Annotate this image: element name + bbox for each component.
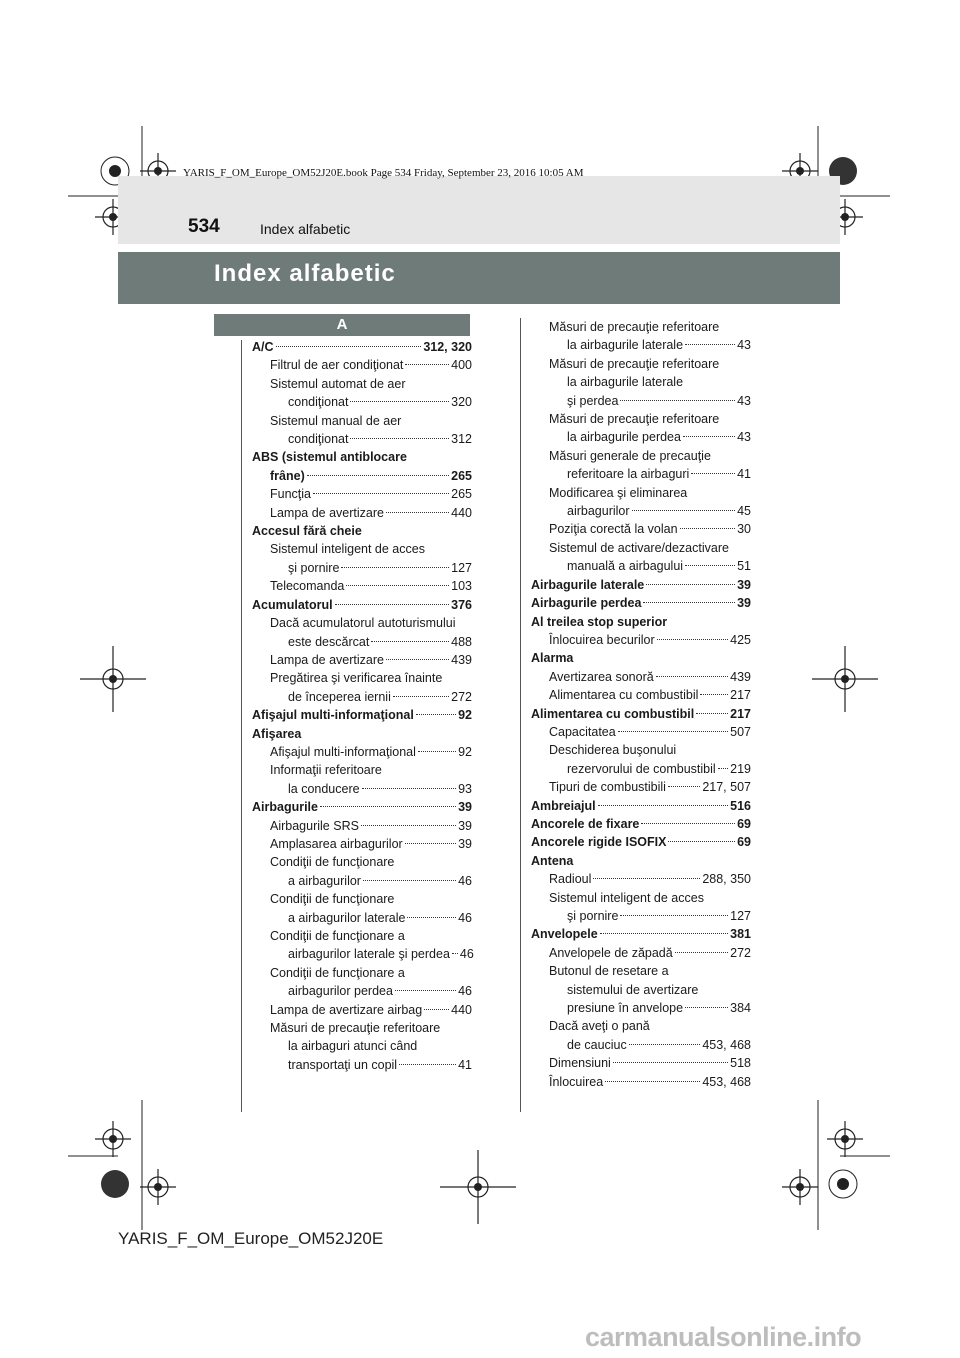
index-entry-text: Dacă aveţi o pană xyxy=(549,1019,650,1034)
index-entry-text: Alarma xyxy=(531,651,574,666)
leader-dots xyxy=(668,841,735,842)
index-entry-main xyxy=(252,448,472,485)
leader-dots xyxy=(675,952,728,953)
index-page-ref: 39 xyxy=(458,800,472,815)
index-entry-text: sistemului de avertizare xyxy=(567,982,699,997)
middle-divider xyxy=(520,318,521,1112)
leader-dots xyxy=(685,565,735,566)
index-entry-text: Dacă acumulatorul autoturismului xyxy=(270,616,456,631)
index-entry-text: Condiţii de funcţionare a xyxy=(270,929,405,943)
index-entry-text: Anvelopele xyxy=(531,927,598,942)
index-page-ref: 439 xyxy=(451,652,472,667)
leader-dots xyxy=(371,641,449,642)
index-page-ref: 381 xyxy=(730,927,751,942)
index-entry-text: este descărcat xyxy=(288,634,370,649)
leader-dots xyxy=(350,438,449,439)
index-entry-sub xyxy=(252,577,472,595)
index-page-ref: 217 xyxy=(730,688,751,703)
index-entry-sub xyxy=(252,817,472,835)
index-entry-text: Poziţia corectă la volan xyxy=(549,522,678,537)
index-page-ref: 93 xyxy=(458,781,472,796)
index-entry-main xyxy=(252,338,472,356)
index-page-ref: 39 xyxy=(737,596,751,611)
index-page-ref: 30 xyxy=(737,522,751,537)
index-entry-main xyxy=(531,833,751,851)
index-page-ref: 43 xyxy=(737,338,751,353)
index-page-ref: 440 xyxy=(451,1002,472,1017)
leader-dots xyxy=(341,567,449,568)
index-entry-sub xyxy=(531,778,751,796)
leader-dots xyxy=(276,346,422,347)
index-entry-sub xyxy=(531,1017,751,1054)
leader-dots xyxy=(350,401,449,402)
index-entry-sub xyxy=(531,723,751,741)
leader-dots xyxy=(361,825,456,826)
index-entry-text: A/C xyxy=(252,340,274,354)
index-column-right xyxy=(531,318,751,1091)
index-entry-text: Al treilea stop superior xyxy=(531,614,668,629)
index-entry-sub xyxy=(252,853,472,890)
index-entry-text: rezervorului de combustibil xyxy=(567,761,716,776)
index-entry-sub xyxy=(252,375,472,412)
index-entry-sub xyxy=(531,539,751,576)
leader-dots xyxy=(657,639,729,640)
index-page-ref: 51 xyxy=(737,559,751,574)
index-entry-main xyxy=(531,576,751,594)
index-entry-text: la airbaguri atunci când xyxy=(288,1039,418,1054)
index-entry-sub xyxy=(531,520,751,538)
index-entry-text: Accesul fără cheie xyxy=(252,524,362,539)
leader-dots xyxy=(363,880,456,881)
running-title: Index alfabetic xyxy=(260,221,351,237)
index-entry-sub xyxy=(531,484,751,521)
index-entry-sub xyxy=(252,835,472,853)
index-page-ref: 41 xyxy=(458,1057,472,1072)
index-page-ref: 272 xyxy=(451,689,472,704)
index-entry-sub xyxy=(252,927,472,964)
index-entry-sub xyxy=(531,741,751,778)
index-page-ref: 46 xyxy=(458,910,472,925)
leader-dots xyxy=(620,400,735,401)
leader-dots xyxy=(696,713,728,714)
index-page-ref: 453, 468 xyxy=(702,1037,751,1052)
left-divider xyxy=(241,340,242,1112)
index-page-ref: 46 xyxy=(458,984,472,999)
index-entry-text: Măsuri generale de precauţie xyxy=(549,448,711,463)
index-entry-text: Pregătirea şi verificarea înainte xyxy=(270,671,443,686)
leader-dots xyxy=(395,990,456,991)
index-entry-sub xyxy=(531,1073,751,1091)
page-title: Index alfabetic xyxy=(214,260,396,287)
leader-dots xyxy=(632,510,736,511)
index-entry-text: Sistemul manual de aer xyxy=(270,413,402,428)
index-entry-main xyxy=(531,705,751,723)
leader-dots xyxy=(335,604,450,605)
index-entry-sub xyxy=(252,1019,472,1074)
index-page-ref: 127 xyxy=(451,560,472,575)
leader-dots xyxy=(452,953,458,954)
index-entry-text: ABS (sistemul antiblocare xyxy=(252,450,407,465)
index-entry-text: Condiţii de funcţionare xyxy=(270,855,395,870)
index-entry-main xyxy=(531,815,751,833)
index-entry-text: transportaţi un copil xyxy=(288,1057,398,1072)
index-page-ref: 439 xyxy=(730,669,751,684)
index-page-ref: 41 xyxy=(737,467,751,482)
index-entry-text: a airbagurilor laterale xyxy=(288,910,406,925)
leader-dots xyxy=(313,493,449,494)
leader-dots xyxy=(346,585,449,586)
index-page-ref: 92 xyxy=(458,744,472,759)
leader-dots xyxy=(362,788,457,789)
index-entry-text: Filtrul de aer condiţionat xyxy=(270,358,404,373)
index-entry-text: la conducere xyxy=(288,781,360,796)
index-entry-sub xyxy=(252,504,472,522)
index-entry-text: Capacitatea xyxy=(549,724,616,739)
index-entry-main xyxy=(531,797,751,815)
index-entry-text: a airbagurilor xyxy=(288,873,361,888)
leader-dots xyxy=(605,1081,700,1082)
page-number: 534 xyxy=(188,216,220,237)
index-entry-text: Sistemul inteligent de acces xyxy=(549,890,704,905)
index-entry-sub xyxy=(252,890,472,927)
index-entry-sub xyxy=(252,743,472,761)
index-entry-main xyxy=(531,649,751,667)
leader-dots xyxy=(646,584,735,585)
leader-dots xyxy=(656,676,728,677)
index-entry-text: Funcţia xyxy=(270,487,311,502)
index-page-ref: 45 xyxy=(737,504,751,519)
index-entry-sub xyxy=(252,412,472,449)
index-page-ref: 217, 507 xyxy=(702,780,751,795)
index-entry-text: Sistemul de activare/dezactivare xyxy=(549,540,729,555)
index-entry-main xyxy=(252,706,472,724)
index-entry-text: Sistemul automat de aer xyxy=(270,376,406,391)
index-entry-text: airbagurilor xyxy=(567,504,630,519)
index-entry-sub xyxy=(531,870,751,888)
index-entry-text: de începerea iernii xyxy=(288,689,391,704)
index-page-ref: 69 xyxy=(737,816,751,831)
index-entry-text: manuală a airbagului xyxy=(567,559,684,574)
index-entry-text: Măsuri de precauţie referitoare xyxy=(549,356,720,371)
leader-dots xyxy=(613,1062,728,1063)
index-entry-main xyxy=(531,594,751,612)
index-page-ref: 39 xyxy=(458,836,472,851)
index-page-ref: 320 xyxy=(451,395,472,410)
index-entry-sub xyxy=(252,761,472,798)
index-entry-text: şi perdea xyxy=(567,393,619,408)
index-entry-text: Afişajul multi-informaţional xyxy=(270,744,416,759)
index-page-ref: 46 xyxy=(459,947,474,962)
index-entry-sub xyxy=(531,668,751,686)
index-entry-text: condiţionat xyxy=(288,395,349,410)
index-entry-text: la airbagurile laterale xyxy=(567,375,684,390)
leader-dots xyxy=(600,933,728,934)
leader-dots xyxy=(618,731,728,732)
index-page-ref: 507 xyxy=(730,724,751,739)
index-entry-text: Măsuri de precauţie referitoare xyxy=(270,1021,441,1036)
leader-dots xyxy=(386,659,449,660)
leader-dots xyxy=(405,843,456,844)
leader-dots xyxy=(691,473,735,474)
index-entry-text: referitoare la airbaguri xyxy=(567,467,690,482)
index-page-ref: 488 xyxy=(451,634,472,649)
index-entry-text: şi pornire xyxy=(567,909,619,923)
leader-dots xyxy=(386,512,449,513)
index-entry-sub xyxy=(531,1054,751,1072)
index-entry-text: Dimensiuni xyxy=(549,1056,611,1071)
index-page-ref: 400 xyxy=(451,358,472,373)
index-entry-text: Airbagurile perdea xyxy=(531,596,642,611)
index-entry-text: presiune în anvelope xyxy=(567,1001,684,1016)
index-entry-text: Modificarea şi eliminarea xyxy=(549,485,688,500)
index-entry-text: la airbagurile perdea xyxy=(567,430,681,445)
index-page-ref: 103 xyxy=(451,579,472,594)
leader-dots xyxy=(399,1064,456,1065)
index-page-ref: 43 xyxy=(737,393,751,408)
index-entry-text: frâne) xyxy=(270,468,305,483)
leader-dots xyxy=(418,751,456,752)
leader-dots xyxy=(718,768,728,769)
index-page-ref: 453, 468 xyxy=(702,1074,751,1089)
leader-dots xyxy=(685,1007,728,1008)
index-entry-main xyxy=(252,725,472,743)
index-entry-text: Înlocuirea xyxy=(549,1074,604,1089)
index-column-left xyxy=(252,338,472,1074)
index-entry-sub xyxy=(252,1001,472,1019)
index-entry-text: airbagurilor laterale şi perdea xyxy=(288,947,450,962)
leader-dots xyxy=(320,806,456,807)
leader-dots xyxy=(620,915,728,916)
index-page-ref: 516 xyxy=(730,798,751,813)
index-entry-text: Airbagurile laterale xyxy=(531,577,645,592)
index-entry-sub xyxy=(252,651,472,669)
index-entry-text: şi pornire xyxy=(288,560,340,575)
index-entry-text: Avertizarea sonoră xyxy=(549,669,654,684)
index-page-ref: 39 xyxy=(458,818,472,833)
index-page-ref: 384 xyxy=(730,1001,751,1016)
leader-dots xyxy=(700,694,728,695)
leader-dots xyxy=(405,364,449,365)
index-entry-sub xyxy=(531,355,751,410)
leader-dots xyxy=(393,696,449,697)
index-entry-text: Afişarea xyxy=(252,726,302,741)
index-page-ref: 518 xyxy=(730,1056,751,1071)
index-entry-sub xyxy=(252,540,472,577)
index-page-ref: 376 xyxy=(451,597,472,612)
index-page-ref: 425 xyxy=(730,632,751,647)
index-page-ref: 127 xyxy=(730,909,751,923)
index-entry-text: Afişajul multi-informaţional xyxy=(252,708,414,723)
index-page-ref: 92 xyxy=(458,708,472,723)
leader-dots xyxy=(683,436,735,437)
index-page-ref: 265 xyxy=(451,468,472,483)
index-entry-main xyxy=(252,522,472,540)
book-info-line: YARIS_F_OM_Europe_OM52J20E.book Page 534 Friday, September 23, 2016 10:05 AM xyxy=(183,167,584,179)
index-entry-main xyxy=(531,925,751,943)
index-page-ref: 312, 320 xyxy=(423,340,472,354)
leader-dots xyxy=(424,1009,449,1010)
leader-dots xyxy=(643,602,735,603)
leader-dots xyxy=(629,1044,701,1045)
leader-dots xyxy=(685,344,735,345)
index-page-ref: 39 xyxy=(737,577,751,592)
index-entry-sub xyxy=(531,686,751,704)
index-entry-text: Ambreiajul xyxy=(531,798,596,813)
index-page-ref: 217 xyxy=(730,706,751,721)
index-entry-text: Acumulatorul xyxy=(252,597,333,612)
index-entry-main xyxy=(531,613,751,631)
index-entry-text: Telecomanda xyxy=(270,579,345,594)
index-entry-text: Antena xyxy=(531,853,574,868)
index-entry-sub xyxy=(252,964,472,1001)
index-entry-sub xyxy=(531,944,751,962)
index-entry-text: Anvelopele de zăpadă xyxy=(549,945,673,960)
index-entry-text: Amplasarea airbagurilor xyxy=(270,836,403,851)
section-letter: A xyxy=(214,314,470,336)
index-page-ref: 46 xyxy=(458,873,472,888)
index-page-ref: 288, 350 xyxy=(702,872,751,887)
header-band xyxy=(118,176,840,244)
index-entry-text: la airbagurile laterale xyxy=(567,338,684,353)
index-entry-main xyxy=(252,798,472,816)
index-page-ref: 440 xyxy=(451,505,472,520)
index-entry-text: Lampa de avertizare airbag xyxy=(270,1002,423,1017)
index-entry-text: Alimentarea cu combustibil xyxy=(549,688,699,703)
index-page-ref: 43 xyxy=(737,430,751,445)
index-entry-sub xyxy=(252,485,472,503)
index-entry-text: condiţionat xyxy=(288,432,349,447)
watermark: carmanualsonline.info xyxy=(585,1322,862,1352)
index-entry-sub xyxy=(531,318,751,355)
index-entry-text: Informaţii referitoare xyxy=(270,763,382,778)
leader-dots xyxy=(668,786,700,787)
index-entry-text: Deschiderea buşonului xyxy=(549,743,677,758)
index-page-ref: 272 xyxy=(730,945,751,960)
index-entry-text: Butonul de resetare a xyxy=(549,964,669,979)
index-entry-text: Ancorele de fixare xyxy=(531,816,640,831)
index-entry-sub xyxy=(531,410,751,447)
index-entry-text: Înlocuirea becurilor xyxy=(549,632,655,647)
index-entry-text: Airbagurile xyxy=(252,800,318,815)
index-entry-text: Ancorele rigide ISOFIX xyxy=(531,835,667,850)
leader-dots xyxy=(641,823,735,824)
index-entry-text: Radioul xyxy=(549,872,592,887)
index-page-ref: 265 xyxy=(451,487,472,502)
index-entry-text: Condiţii de funcţionare xyxy=(270,892,395,907)
index-entry-sub xyxy=(531,889,751,926)
index-entry-text: Lampa de avertizare xyxy=(270,652,384,667)
index-entry-text: Măsuri de precauţie referitoare xyxy=(549,320,720,334)
index-entry-text: airbagurilor perdea xyxy=(288,984,393,999)
leader-dots xyxy=(307,475,449,476)
leader-dots xyxy=(593,878,700,879)
index-entry-sub xyxy=(252,614,472,651)
index-entry-sub xyxy=(531,962,751,1017)
index-entry-text: de cauciuc xyxy=(567,1037,627,1052)
index-entry-main xyxy=(252,596,472,614)
index-entry-sub xyxy=(531,447,751,484)
index-entry-text: Tipuri de combustibili xyxy=(549,780,666,795)
index-entry-sub xyxy=(531,631,751,649)
footer-code: YARIS_F_OM_Europe_OM52J20E xyxy=(118,1229,384,1248)
index-page-ref: 312 xyxy=(451,432,472,447)
leader-dots xyxy=(598,805,729,806)
index-entry-sub xyxy=(252,669,472,706)
leader-dots xyxy=(416,714,456,715)
index-entry-main xyxy=(531,852,751,870)
index-entry-sub xyxy=(252,356,472,374)
index-entry-text: Condiţii de funcţionare a xyxy=(270,965,405,980)
index-entry-text: Lampa de avertizare xyxy=(270,505,384,520)
index-page-ref: 219 xyxy=(730,761,751,776)
index-page-ref: 69 xyxy=(737,835,751,850)
index-entry-text: Măsuri de precauţie referitoare xyxy=(549,412,720,427)
leader-dots xyxy=(680,528,736,529)
leader-dots xyxy=(407,917,456,918)
index-entry-text: Alimentarea cu combustibil xyxy=(531,706,695,721)
index-entry-text: Airbagurile SRS xyxy=(270,818,359,833)
index-entry-text: Sistemul inteligent de acces xyxy=(270,542,425,557)
